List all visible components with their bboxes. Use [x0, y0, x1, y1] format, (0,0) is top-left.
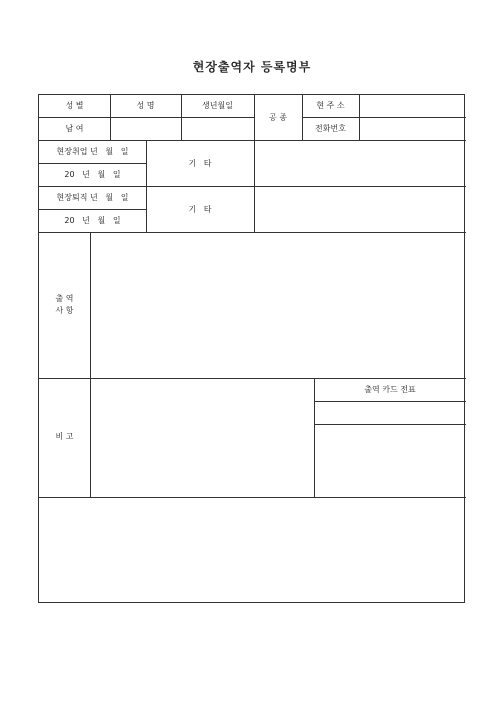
leave-date: 20 년 월 일: [64, 216, 121, 225]
male-female-label: 남 여: [65, 124, 84, 133]
row-divider: [39, 163, 146, 164]
column-divider: [146, 140, 147, 232]
birthdate-label: 생년월일: [202, 101, 233, 110]
column-divider: [359, 95, 360, 140]
row-divider: [39, 232, 466, 233]
page-title: 현장출역자 등록명부: [192, 60, 312, 74]
row-divider: [39, 186, 466, 187]
gender-label: 성 별: [65, 101, 84, 110]
trade-label: 공 종: [269, 113, 287, 122]
hire-label: 현장취업 년 월 일: [56, 147, 129, 156]
phone-label: 전화번호: [315, 124, 346, 133]
etc-label-1: 기 타: [188, 159, 212, 168]
row-divider: [314, 401, 466, 402]
row-divider: [39, 209, 146, 210]
row-divider: [302, 117, 466, 118]
etc-label-2: 기 타: [188, 205, 212, 214]
address-label: 현 주 소: [316, 101, 345, 110]
row-divider: [39, 378, 466, 379]
row-divider: [314, 424, 466, 425]
remarks-label: 비 고: [55, 432, 74, 441]
row-divider: [39, 497, 466, 498]
row-divider: [39, 140, 466, 141]
leave-label: 현장퇴직 년 월 일: [56, 193, 129, 202]
column-divider: [90, 232, 91, 497]
column-divider: [314, 378, 315, 497]
card-slip-label: 출역 카드 전표: [364, 385, 416, 394]
column-divider: [254, 140, 255, 232]
row-divider: [39, 117, 254, 118]
attendance-label-line2: 사 항: [55, 306, 74, 315]
attendance-label-line1: 출 역: [55, 294, 74, 303]
hire-date: 20 년 월 일: [64, 170, 121, 179]
registration-form: [38, 94, 465, 603]
name-label: 성 명: [136, 101, 155, 110]
